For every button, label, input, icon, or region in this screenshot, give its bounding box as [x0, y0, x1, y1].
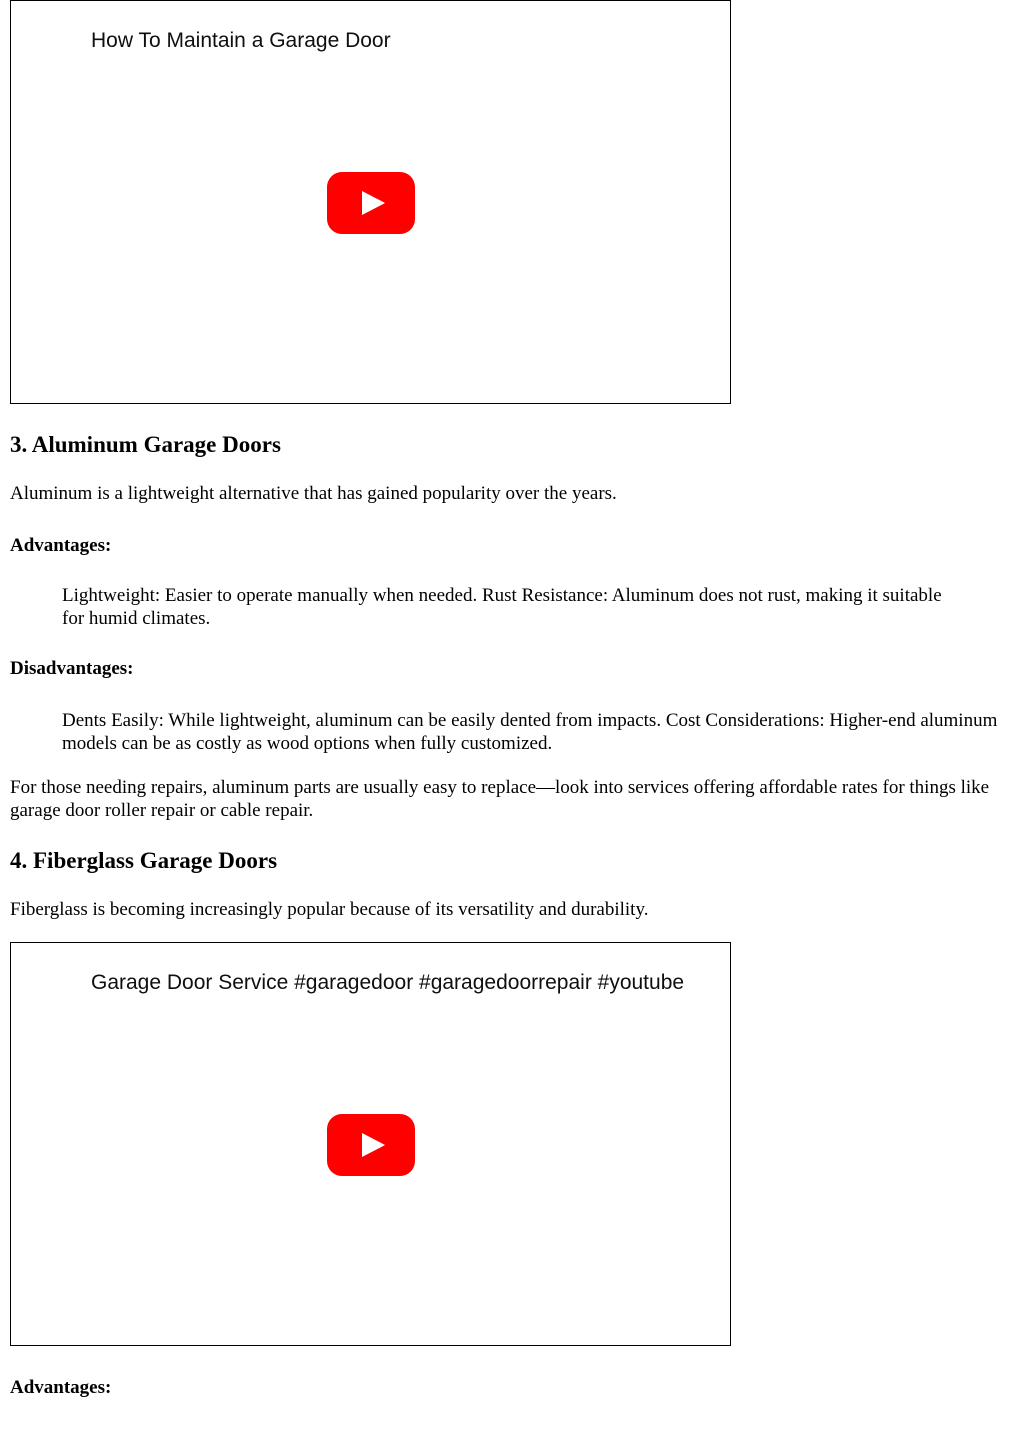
fiberglass-intro: Fiberglass is becoming increasingly popular because of its versatility and durability.	[10, 899, 649, 920]
video-title[interactable]: Garage Door Service #garagedoor #garagedoorrepair #youtube	[91, 971, 685, 994]
section-heading-aluminum: 3. Aluminum Garage Doors	[10, 432, 281, 457]
aluminum-disadvantages-text: Dents Easily: While lightweight, aluminum can be easily dented from impacts. Cost Considerations: Higher-end aluminum models can be as costly as wood options when fully customized.	[62, 710, 998, 754]
youtube-play-icon[interactable]	[327, 1114, 415, 1176]
fiberglass-advantages-label: Advantages:	[10, 1377, 112, 1398]
video-embed-maintain[interactable]	[10, 0, 731, 404]
aluminum-repairs-text: For those needing repairs, aluminum parts are usually easy to replace—look into services offering affordable rates for things like garage door roller repair or cable repair.	[10, 777, 990, 821]
video-title[interactable]: How To Maintain a Garage Door	[91, 29, 391, 52]
video-embed-service[interactable]	[10, 942, 731, 1346]
section-heading-fiberglass: 4. Fiberglass Garage Doors	[10, 848, 278, 873]
aluminum-disadvantages-label: Disadvantages:	[10, 658, 134, 679]
aluminum-intro: Aluminum is a lightweight alternative that has gained popularity over the years.	[10, 483, 617, 504]
aluminum-advantages-label: Advantages:	[10, 535, 112, 556]
aluminum-advantages-text: Lightweight: Easier to operate manually when needed. Rust Resistance: Aluminum does not rust, making it suitable for humid climates.	[62, 585, 942, 629]
youtube-play-icon[interactable]	[327, 172, 415, 234]
